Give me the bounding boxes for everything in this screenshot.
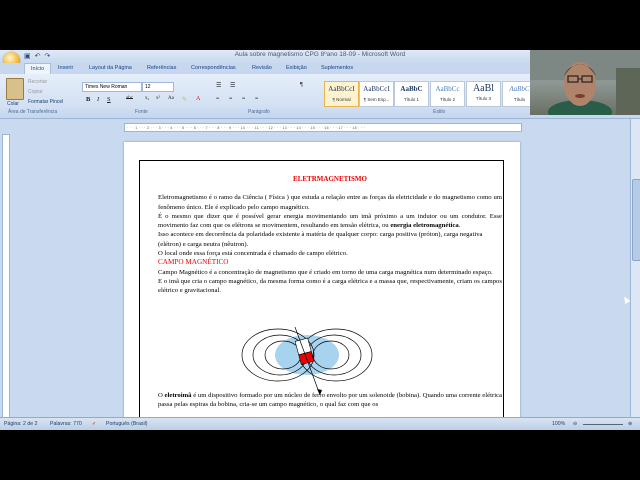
paragraph-group-label: Parágrafo (248, 109, 270, 115)
font-name-select[interactable]: Times New Roman (82, 82, 142, 92)
justify-icon[interactable]: ≡ (255, 96, 259, 102)
style-normal[interactable] (324, 81, 359, 107)
tab-inicio[interactable]: Início (24, 63, 51, 74)
bullets-icon[interactable]: ☰ (216, 83, 222, 89)
superscript-button[interactable]: x² (156, 96, 160, 101)
align-left-icon[interactable]: ≡ (216, 96, 220, 102)
document-page[interactable] (124, 142, 520, 422)
vertical-scrollbar[interactable] (630, 119, 640, 417)
strikethrough-button[interactable]: abc (126, 96, 133, 101)
styles-group-label: Estilo (433, 109, 446, 115)
paste-button[interactable] (6, 78, 24, 100)
webcam-person (530, 50, 640, 115)
style-no-spacing[interactable] (359, 81, 394, 107)
style-label: Título 2 (439, 97, 455, 102)
zoom-level[interactable]: 100% (552, 421, 566, 427)
page-border (139, 160, 504, 430)
paragraph-5: Campo Magnético é a concentração de magnetismo que é criado em torno de uma carga magnética num determinado espaço. (158, 268, 493, 276)
style-sample: AaBbC (509, 85, 530, 93)
proofing-icon[interactable]: ✓ (92, 421, 97, 427)
save-icon[interactable]: ▣ (24, 53, 31, 60)
horizontal-ruler[interactable] (124, 123, 522, 132)
tab-referencias[interactable]: Referências (147, 65, 177, 71)
tab-revisao[interactable]: Revisão (252, 65, 272, 71)
document-body-continued[interactable] (158, 391, 502, 410)
paragraph-2-end: . (458, 222, 461, 230)
numbering-icon[interactable]: ☰ (230, 83, 236, 89)
redo-icon[interactable]: ↷ (44, 53, 51, 60)
bold-button[interactable]: B (86, 96, 91, 103)
status-bar (0, 417, 640, 430)
style-label: ¶ Sem Esp... (363, 97, 390, 102)
paragraph-7 (158, 391, 502, 410)
paragraph-4: O local onde essa força está concentrada é chamado de campo elétrico. (158, 250, 348, 258)
paragraph-2-text: É o mesmo que dizer que é possível gerar energia movimentando um imã próximo a um indutor ou um condutor. Esse movimento faz com que os elétrons se movimentem, resultando em tensão elétrica, ou (158, 212, 502, 230)
magnetic-field-diagram (240, 311, 380, 399)
paragraph-1: Eletromagnetismo é o ramo da Ciência ( Física ) que estuda a relação entre as forças da eletricidade e do magnetismo como um fenômeno único. Ele é explicado pelo campo magnético. (158, 194, 502, 211)
style-sample: AaBbCc (435, 85, 460, 93)
word-count[interactable]: Palavras: 770 (50, 421, 82, 427)
style-label: Título (513, 97, 526, 102)
ruler-ticks: · · · 1 · · · 2 · · · 3 · · · 4 · · · 5 · · · 6 · · · 7 · · · 8 · · · 9 · · · 10 · · · 11 · · · 12 · · · 13 · · · 14 · · · 15 · · · 16 · · · 17 · · · 18 · · · (127, 126, 366, 130)
style-heading-2[interactable] (430, 81, 465, 107)
tab-suplementos[interactable]: Suplementos (321, 65, 354, 71)
format-painter-button[interactable]: Formatar Pincel (28, 99, 64, 105)
zoom-in-icon[interactable]: ⊕ (628, 421, 633, 427)
document-body[interactable] (158, 161, 502, 296)
paragraph-7-start: O (158, 392, 165, 399)
zoom-out-icon[interactable]: ⊖ (573, 421, 578, 427)
style-label: ¶ Normal (332, 97, 351, 102)
paragraph-6: E o imã que cria o campo magnético, da mesma forma como é a carga elétrica e a massa que, respectivamente, criam os campos elétrico e gravitacional. (158, 277, 502, 295)
section-heading: CAMPO MAGNÉTICO (158, 258, 229, 267)
align-center-icon[interactable]: ≡ (229, 96, 233, 102)
paragraph-3: Isso acontece em decorrência da polaridade existente à matéria de qualquer corpo: carga positiva (próton), carga negativa (elétron) e carga neutra (nêutron). (158, 231, 483, 248)
highlight-button[interactable]: ✎ (182, 97, 188, 103)
font-size-select[interactable]: 12 (142, 82, 174, 92)
style-label: Título 3 (475, 96, 491, 101)
zoom-slider[interactable] (583, 424, 623, 425)
show-formatting-icon[interactable]: ¶ (300, 82, 303, 88)
change-case-button[interactable]: Aa (168, 96, 174, 101)
vertical-ruler[interactable] (2, 134, 10, 419)
document-title: ELETRMAGNETISMO (293, 175, 367, 183)
font-color-button[interactable]: A (196, 96, 201, 102)
cut-button[interactable]: Recortar (28, 79, 48, 85)
subscript-button[interactable]: x₂ (145, 96, 150, 101)
style-heading-1[interactable] (394, 81, 429, 107)
quick-access-toolbar (24, 52, 54, 60)
bold-term: energia eletromagnética (390, 222, 459, 230)
style-sample: AaBbC (400, 85, 423, 93)
paste-label: Colar (7, 101, 19, 107)
language[interactable]: Português (Brasil) (106, 421, 148, 427)
style-sample: AaBl (472, 83, 495, 94)
style-sample: AaBbCcI (328, 85, 355, 93)
undo-icon[interactable]: ↶ (34, 53, 41, 60)
page-count[interactable]: Página: 2 de 2 (4, 421, 38, 427)
font-group-label: Fonte (135, 109, 148, 115)
bold-term: eletroimã (164, 392, 192, 399)
clipboard-items (28, 77, 63, 107)
style-heading-3[interactable] (466, 81, 501, 107)
webcam-overlay (530, 50, 640, 115)
tab-correspondencias[interactable]: Correspondências (191, 65, 236, 71)
italic-button[interactable]: I (97, 96, 100, 103)
window-title: Aula sobre magnetismo CPG 8ºano 18-09 - Microsoft Word (234, 51, 406, 58)
copy-button[interactable]: Copiar (28, 89, 43, 95)
tab-inserir[interactable]: Inserir (58, 65, 74, 71)
style-sample: AaBbCcI (363, 85, 390, 93)
paragraph-7-text: é um dispositivo formado por um núcleo de ferro envolto por um solenoide (bobina). Quando uma corrente elétrica passa pelas espiras da bobina, cria-se um campo magnético, o qual faz com que os (158, 392, 502, 409)
tab-layout[interactable]: Layout da Página (89, 65, 132, 71)
scrollbar-thumb[interactable] (632, 179, 640, 261)
style-label: Título 1 (403, 97, 419, 102)
paragraph-2 (158, 212, 502, 231)
underline-button[interactable]: S (107, 96, 111, 103)
tab-exibicao[interactable]: Exibição (286, 65, 307, 71)
clipboard-group-label: Área de Transferência (8, 109, 58, 115)
align-right-icon[interactable]: ≡ (242, 96, 246, 102)
